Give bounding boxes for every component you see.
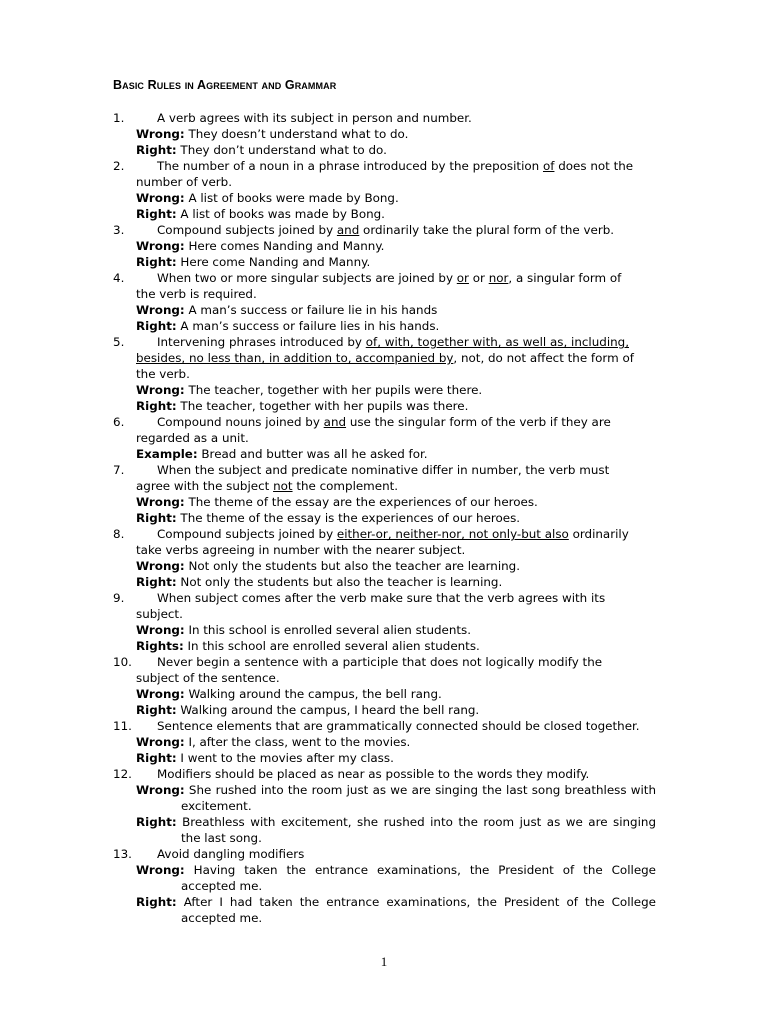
rule-text xyxy=(113,462,656,478)
wrong-example xyxy=(113,302,656,318)
underlined-term: of xyxy=(542,159,555,173)
rule-text xyxy=(113,334,656,350)
wrong-label: Wrong: xyxy=(136,383,185,397)
wrong-label: Wrong: xyxy=(136,127,185,141)
wrong-example xyxy=(113,382,656,398)
underlined-term: either-or, neither-nor, not only-but also xyxy=(336,527,569,541)
wrong-label: Wrong: xyxy=(136,687,185,701)
example xyxy=(113,446,656,462)
rule-text-continued xyxy=(113,478,656,494)
rule-text-part: Never begin a sentence with a participle that does not logically modify the xyxy=(157,655,603,669)
rule-text xyxy=(113,270,656,286)
rule-text-part: When two or more singular subjects are joined by xyxy=(157,271,457,285)
rule-text-continued: subject of the sentence. xyxy=(136,671,280,685)
rule-text-part: Intervening phrases introduced by xyxy=(157,335,366,349)
wrong-text: In this school is enrolled several alien students. xyxy=(184,623,472,637)
right-text: I went to the movies after my class. xyxy=(176,751,394,765)
rule-item-11 xyxy=(113,718,656,766)
wrong-text: A list of books were made by Bong. xyxy=(184,191,399,205)
rule-text-part: use the singular form of the verb if they are xyxy=(346,415,611,429)
rule-item-9 xyxy=(113,590,656,654)
wrong-text: They doesn’t understand what to do. xyxy=(184,127,409,141)
rule-number: 9. xyxy=(113,591,125,605)
right-example xyxy=(113,142,656,158)
rule-number: 10. xyxy=(113,655,132,669)
wrong-label: Wrong: xyxy=(136,495,185,509)
underlined-term: of, with, together with, as well as, including, xyxy=(365,335,629,349)
rule-text-part: When the subject and predicate nominative differ in number, the verb must xyxy=(157,463,610,477)
rule-text-part: does not the xyxy=(554,159,634,173)
rule-text-continued: number of verb. xyxy=(136,175,232,189)
right-text: Not only the students but also the teacher is learning. xyxy=(176,575,503,589)
page-number: 1 xyxy=(380,954,388,969)
right-label: Right: xyxy=(136,511,177,525)
rule-number: 13. xyxy=(113,847,132,861)
rules-list xyxy=(113,110,656,926)
right-label: Right: xyxy=(136,143,177,157)
right-label: Right: xyxy=(136,399,177,413)
rule-text-continued: take verbs agreeing in number with the nearer subject. xyxy=(136,543,466,557)
wrong-text: The teacher, together with her pupils were there. xyxy=(184,383,483,397)
rule-text-part: Compound nouns joined by xyxy=(157,415,324,429)
wrong-text: Walking around the campus, the bell rang. xyxy=(184,687,442,701)
right-label: Right: xyxy=(136,751,177,765)
rule-item-4 xyxy=(113,270,656,334)
rule-text xyxy=(113,766,656,782)
right-text: Breathless with excitement, she rushed into the room just as we are singing the last song. xyxy=(176,815,656,845)
rule-item-1 xyxy=(113,110,656,158)
wrong-example xyxy=(113,494,656,510)
rule-number: 8. xyxy=(113,527,125,541)
rule-number: 4. xyxy=(113,271,125,285)
right-example xyxy=(113,894,656,926)
right-example xyxy=(113,510,656,526)
right-text: The teacher, together with her pupils was there. xyxy=(176,399,469,413)
underlined-term: and xyxy=(336,223,360,237)
wrong-example xyxy=(113,862,656,894)
wrong-label: Wrong: xyxy=(136,559,185,573)
rule-text-continued: the verb. xyxy=(136,367,190,381)
wrong-example xyxy=(113,782,656,814)
wrong-example xyxy=(113,238,656,254)
right-example xyxy=(113,574,656,590)
wrong-label: Wrong: xyxy=(136,239,185,253)
right-example xyxy=(113,318,656,334)
rule-text-part: Sentence elements that are grammatically connected should be closed together. xyxy=(157,719,640,733)
rule-item-5 xyxy=(113,334,656,414)
underlined-term: not xyxy=(273,479,293,493)
rule-number: 6. xyxy=(113,415,125,429)
right-example xyxy=(113,814,656,846)
rule-text-part: ordinarily xyxy=(568,527,629,541)
right-example xyxy=(113,254,656,270)
rule-number: 3. xyxy=(113,223,125,237)
rule-text-continued: subject. xyxy=(136,607,183,621)
right-label: Right: xyxy=(136,319,177,333)
rule-text-part: The number of a noun in a phrase introduced by the preposition xyxy=(157,159,543,173)
right-text: In this school are enrolled several alien students. xyxy=(183,639,480,653)
wrong-label: Wrong: xyxy=(136,735,185,749)
wrong-label: Wrong: xyxy=(136,303,185,317)
rule-item-7 xyxy=(113,462,656,526)
rule-text-continued: the verb is required. xyxy=(136,287,257,301)
right-text: They don’t understand what to do. xyxy=(176,143,387,157)
right-label: Right: xyxy=(136,895,177,909)
right-example xyxy=(113,702,656,718)
right-text: The theme of the essay is the experiences of our heroes. xyxy=(176,511,521,525)
wrong-label: Wrong: xyxy=(136,863,185,877)
wrong-example xyxy=(113,190,656,206)
rule-text xyxy=(113,414,656,430)
right-text: After I had taken the entrance examinations, the President of the College accepted me. xyxy=(176,895,656,925)
right-text: Walking around the campus, I heard the bell rang. xyxy=(176,703,480,717)
rule-text-part: Compound subjects joined by xyxy=(157,223,337,237)
right-label: Right: xyxy=(136,575,177,589)
rule-number: 12. xyxy=(113,767,132,781)
rule-text xyxy=(113,718,656,734)
underlined-term: and xyxy=(323,415,347,429)
rule-text-part: Compound subjects joined by xyxy=(157,527,337,541)
rule-item-6 xyxy=(113,414,656,462)
wrong-text: Not only the students but also the teacher are learning. xyxy=(184,559,520,573)
document-heading: Basic Rules in Agreement and Grammar xyxy=(113,78,337,92)
wrong-label: Wrong: xyxy=(136,623,185,637)
wrong-example xyxy=(113,686,656,702)
rule-text-part: Avoid dangling modifiers xyxy=(157,847,305,861)
right-example xyxy=(113,206,656,222)
wrong-text: She rushed into the room just as we are singing the last song breathless with excitement. xyxy=(181,783,656,813)
example-text: Bread and butter was all he asked for. xyxy=(197,447,428,461)
rule-text-part: Modifiers should be placed as near as possible to the words they modify. xyxy=(157,767,590,781)
rule-text xyxy=(113,158,656,174)
right-label: Right: xyxy=(136,815,177,829)
wrong-text: The theme of the essay are the experiences of our heroes. xyxy=(184,495,538,509)
rule-text-part: , not, do not affect the form of xyxy=(453,351,634,365)
wrong-example xyxy=(113,558,656,574)
right-example xyxy=(113,398,656,414)
rule-text-part: , a singular form of xyxy=(508,271,622,285)
rule-text-part: or xyxy=(468,271,489,285)
rule-text xyxy=(113,590,656,606)
rule-item-2 xyxy=(113,158,656,222)
right-label: Right: xyxy=(136,703,177,717)
right-text: Here come Nanding and Manny. xyxy=(176,255,371,269)
right-example xyxy=(113,638,656,654)
rule-text-continued xyxy=(113,350,656,366)
rule-text-part: agree with the subject xyxy=(136,479,274,493)
right-text: A list of books was made by Bong. xyxy=(176,207,385,221)
rule-text-part: the complement. xyxy=(292,479,399,493)
example-label: Example: xyxy=(136,447,198,461)
rule-item-10 xyxy=(113,654,656,718)
right-example xyxy=(113,750,656,766)
rule-text-part: A verb agrees with its subject in person and number. xyxy=(157,111,472,125)
rule-text xyxy=(113,222,656,238)
rule-text xyxy=(113,526,656,542)
underlined-term: nor xyxy=(488,271,509,285)
wrong-example xyxy=(113,126,656,142)
rule-number: 2. xyxy=(113,159,125,173)
right-label: Right: xyxy=(136,255,177,269)
wrong-example xyxy=(113,734,656,750)
right-label: Right: xyxy=(136,207,177,221)
underlined-term: besides, no less than, in addition to, accompanied by xyxy=(136,351,454,365)
rule-text-continued: regarded as a unit. xyxy=(136,431,249,445)
rule-text xyxy=(113,110,656,126)
rule-text xyxy=(113,846,656,862)
rule-number: 7. xyxy=(113,463,125,477)
rule-item-3 xyxy=(113,222,656,270)
rule-text-part: When subject comes after the verb make sure that the verb agrees with its xyxy=(157,591,606,605)
wrong-text: A man’s success or failure lie in his hands xyxy=(184,303,438,317)
wrong-label: Wrong: xyxy=(136,191,185,205)
rule-text-part: ordinarily take the plural form of the verb. xyxy=(359,223,615,237)
wrong-label: Wrong: xyxy=(136,783,185,797)
underlined-term: or xyxy=(456,271,469,285)
rule-item-13 xyxy=(113,846,656,926)
rule-item-12 xyxy=(113,766,656,846)
rule-text xyxy=(113,654,656,670)
wrong-text: Here comes Nanding and Manny. xyxy=(184,239,385,253)
right-text: A man’s success or failure lies in his hands. xyxy=(176,319,440,333)
rule-item-8 xyxy=(113,526,656,590)
rule-number: 1. xyxy=(113,111,125,125)
wrong-text: I, after the class, went to the movies. xyxy=(184,735,411,749)
wrong-example xyxy=(113,622,656,638)
rule-number: 5. xyxy=(113,335,125,349)
rule-number: 11. xyxy=(113,719,132,733)
wrong-text: Having taken the entrance examinations, the President of the College accepted me. xyxy=(181,863,656,893)
right-label: Rights: xyxy=(136,639,184,653)
